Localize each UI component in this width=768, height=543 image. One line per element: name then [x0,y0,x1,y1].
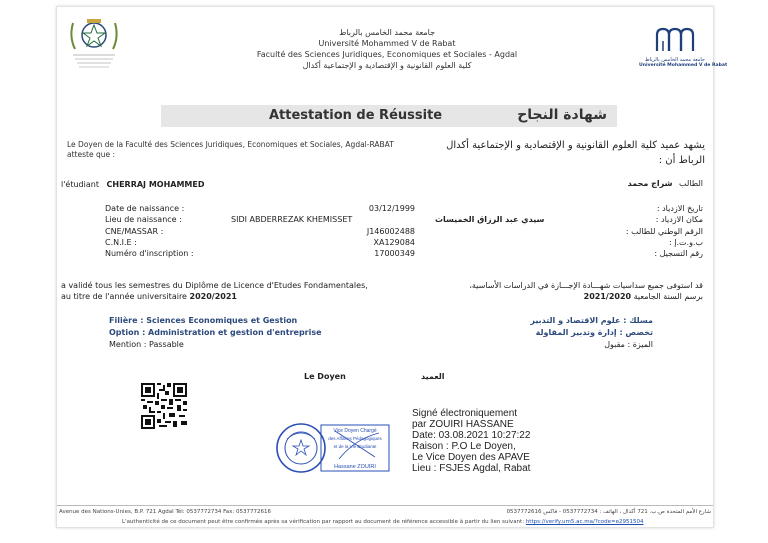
intro-french-line2: atteste que : [67,150,115,159]
intro-arabic-line1: يشهد عميد كلية العلوم القانونية و الإقتصادية و الإجتماعية أكدال [446,140,705,151]
stamp-line1: Vice Doyen Chargé [333,428,377,434]
footer-address-arabic: شارع الأمم المتحدة ص.ب. 721 أكدال ، الهاتف : 0537772734 - فاكس 0537772616 [506,509,711,515]
official-stamp [275,419,391,477]
student-label-arabic: الطالب [679,179,703,188]
cin-label: C.N.I.E : [105,237,137,247]
footer-verification [122,519,644,525]
program-arabic [530,315,653,351]
inscription-label: Numéro d'inscription : [105,249,194,259]
birth-place-arabic: سيدي عبد الرزاق الخميسات [435,215,545,225]
um5-logo-french: Université Mohammed V de Rabat [639,63,728,68]
header-french-university: Université Mohammed V de Rabat [318,39,456,48]
university-header [207,27,567,71]
intro-arabic [446,138,705,168]
birth-date-label-arabic: تاريخ الازدياد : [656,204,703,213]
student-label-french: l'étudiant [61,180,99,189]
birth-place-label-arabic: مكان الازدياد : [655,215,703,225]
details-labels-french [105,203,194,259]
intro-arabic-line2: الرباط أن : [658,155,705,166]
header-french-faculty: Faculté des Sciences Juridiques, Economiques et Sociales - Agdal [256,50,518,59]
um5-logo [639,27,728,69]
student-name-value-arabic: شراج محمد [627,179,673,188]
details-values [317,203,415,259]
stamp-line2: des Affaires Pédagogiques [328,436,382,441]
sig-line-2: par ZOUIRI HASSANE [412,419,514,430]
intro-french-line1: Le Doyen de la Faculté des Sciences Juridiques, Economiques et Sociales, Agdal-RABAT [67,140,394,149]
validation-french-line2: au titre de l'année universitaire [61,292,190,301]
birth-date-value: 03/12/1999 [368,204,415,213]
details-labels-arabic [626,203,703,259]
cne-label-arabic: الرقم الوطني للطالب : [625,226,703,236]
student-name-arabic [628,178,703,189]
mention-arabic: الميزة : مقبول [604,340,653,349]
student-name-value-french: CHERRAJ MOHAMMED [106,180,205,189]
inscription-label-arabic: رقم التسجيل : [654,249,703,259]
footer-divider [57,505,713,506]
filiere-arabic: مسلك : علوم الاقتصاد و التدبير [530,316,653,325]
title-french: Attestation de Réussite [269,108,443,123]
validation-french-line1: a validé tous les semestres du Diplôme de Licence d'Etudes Fondamentales, [61,281,368,290]
um5-logo-arabic: جامعة محمد الخامس بالرباط [644,57,706,63]
stamp-name: Hassane ZOUIRI [334,464,376,470]
validation-arabic [469,280,703,302]
validation-arabic-line2: برسم السنة الجامعية [631,292,703,301]
sig-line-1: Signé électroniquement [412,408,518,419]
verification-text: L'authenticité de ce document peut être confirmée après sa vérification par rapport au document de référence accessible à partir du lien suivant: [122,519,526,525]
intro-french [67,140,394,160]
electronic-signature [412,408,530,474]
header-arabic-faculty: كلية العلوم القانونية و الإقتصادية و الإجتماعية أكدال [302,61,472,70]
sig-line-3: Date: 03.08.2021 10:27:22 [412,430,531,441]
footer-address-french: Avenue des Nations-Unies, B.P. 721 Agdal Tél: 0537772734 Fax: 0537772616 [59,509,271,515]
academic-year: 2020/2021 [189,292,237,301]
title-arabic: شهادة النجاح [517,107,607,123]
academic-year-arabic: 2021/2020 [583,292,632,301]
option-arabic: تخصص : إدارة وتدبير المقاولة [535,328,653,337]
option-french: Option : Administration et gestion d'entreprise [109,328,322,337]
qr-code[interactable] [141,383,187,429]
title-bar [161,105,617,127]
program-french [109,315,322,351]
inscription-value: 17000349 [374,249,415,259]
mention-french: Mention : Passable [109,340,184,349]
verification-link[interactable]: https://verify.um5.ac.ma/?code=e2951504 [525,519,644,525]
birth-place-label: Lieu de naissance : [105,215,182,225]
doyen-label-arabic: العميد [421,372,445,381]
cne-value: J146002488 [366,226,415,236]
birth-place-value: SIDI ABDERREZAK KHEMISSET [231,215,353,225]
doyen-label-french: Le Doyen [304,372,346,381]
header-arabic-university: جامعة محمد الخامس بالرباط [338,28,436,37]
sig-line-5: Le Vice Doyen des APAVE [412,452,530,463]
faculty-crest-logo [63,15,125,73]
cne-label: CNE/MASSAR : [105,226,164,236]
filiere-french: Filière : Sciences Economiques et Gestion [109,316,298,325]
validation-arabic-line1: قد استوفى جميع سداسيات شهـــادة الإجـــازة في الدراسات الأساسية، [469,281,703,290]
stamp-line3: et de la Vie Etudiante [333,444,377,449]
validation-french [61,280,368,302]
sig-line-4: Raison : P.O Le Doyen, [412,441,516,452]
student-name-french [61,179,205,190]
sig-line-6: Lieu : FSJES Agdal, Rabat [412,463,531,474]
birth-date-label: Date de naissance : [105,204,185,213]
cin-label-arabic: ب.و.ت.إ : [668,237,703,247]
attestation-document [56,6,728,528]
cin-value: XA129084 [373,237,415,247]
